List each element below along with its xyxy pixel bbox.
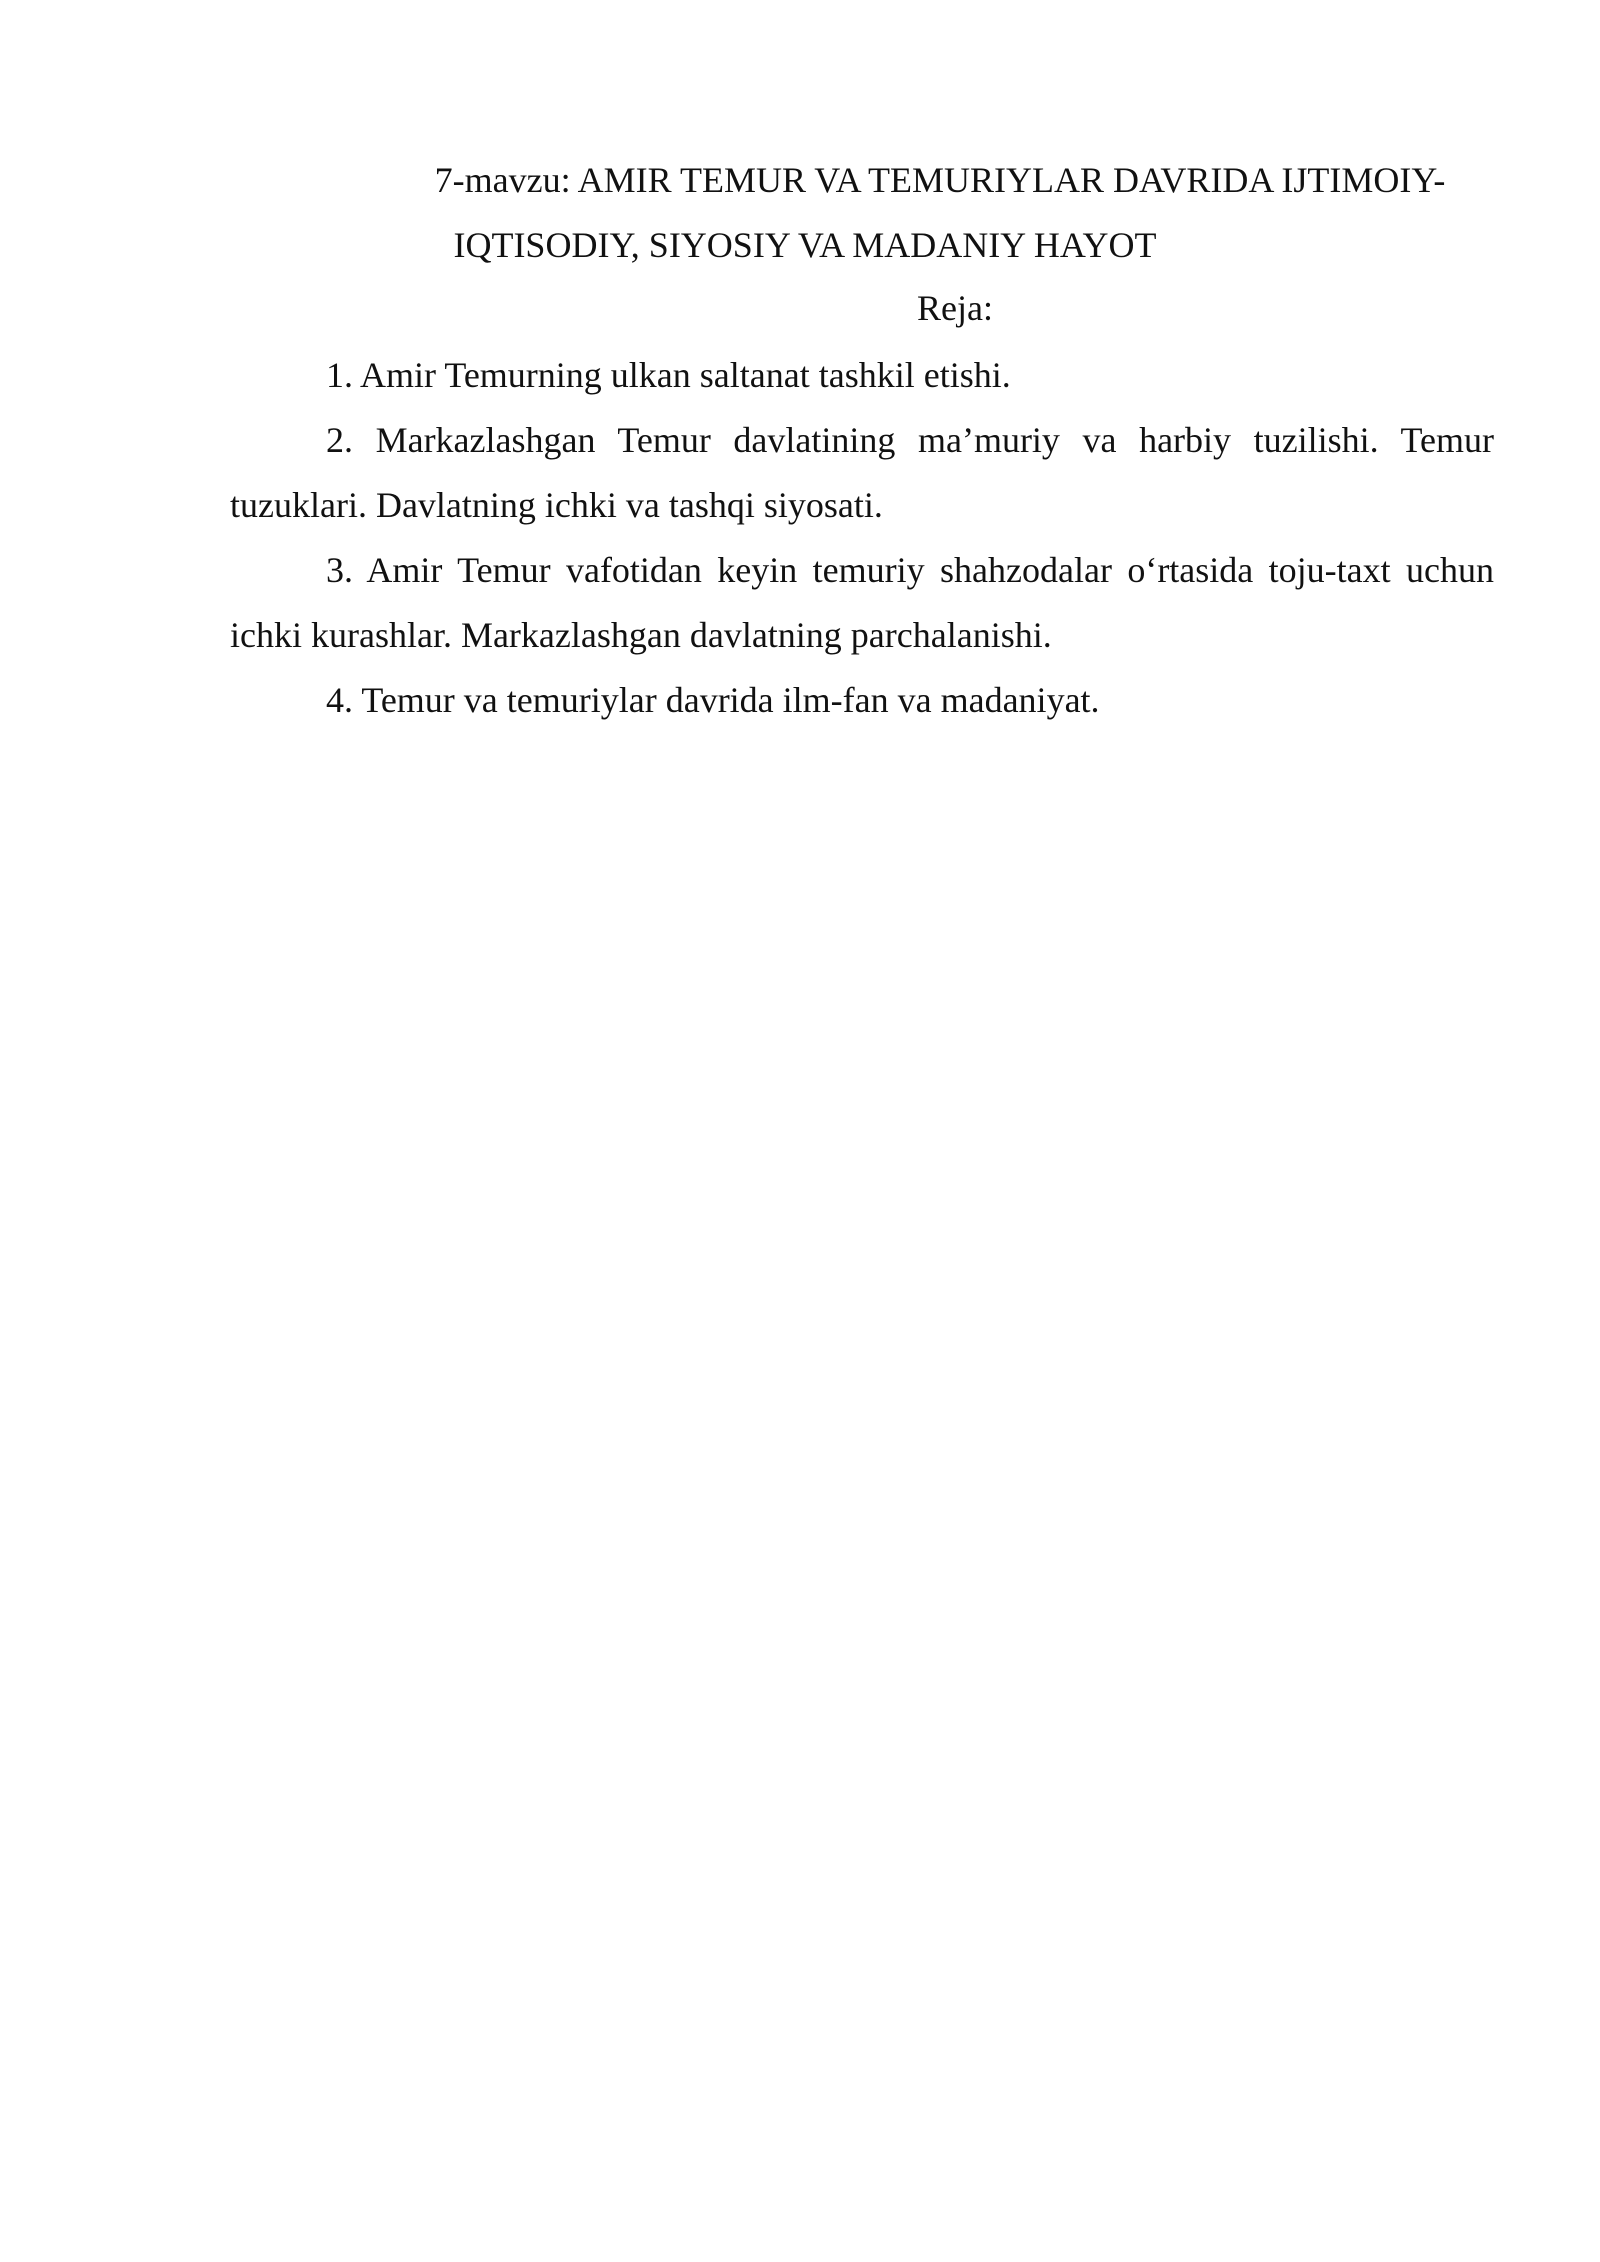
plan-heading: Reja: — [917, 288, 993, 328]
plan-item-1: 1. Amir Temurning ulkan saltanat tashkil etishi. — [326, 355, 1011, 395]
title-line-2: IQTISODIY, SIYOSIY VA MADANIY HAYOT — [453, 225, 1157, 265]
plan-item-3: 3. Amir Temur vafotidan keyin temuriy shahzodalar o‘rtasida toju-taxt uchun ichki kurashlar. Markazlashgan davlatning parchalanishi. — [230, 550, 1494, 655]
title-line-1: 7-mavzu: AMIR TEMUR VA TEMURIYLAR DAVRIDA IJTIMOIY- — [434, 160, 1446, 200]
plan-list — [230, 343, 1494, 733]
page-title — [230, 148, 1590, 278]
plan-item-4: 4. Temur va temuriylar davrida ilm-fan va madaniyat. — [326, 680, 1100, 720]
plan-item-2: 2. Markazlashgan Temur davlatining ma’muriy va harbiy tuzilishi. Temur tuzuklari. Davlatning ichki va tashqi siyosati. — [230, 420, 1494, 525]
